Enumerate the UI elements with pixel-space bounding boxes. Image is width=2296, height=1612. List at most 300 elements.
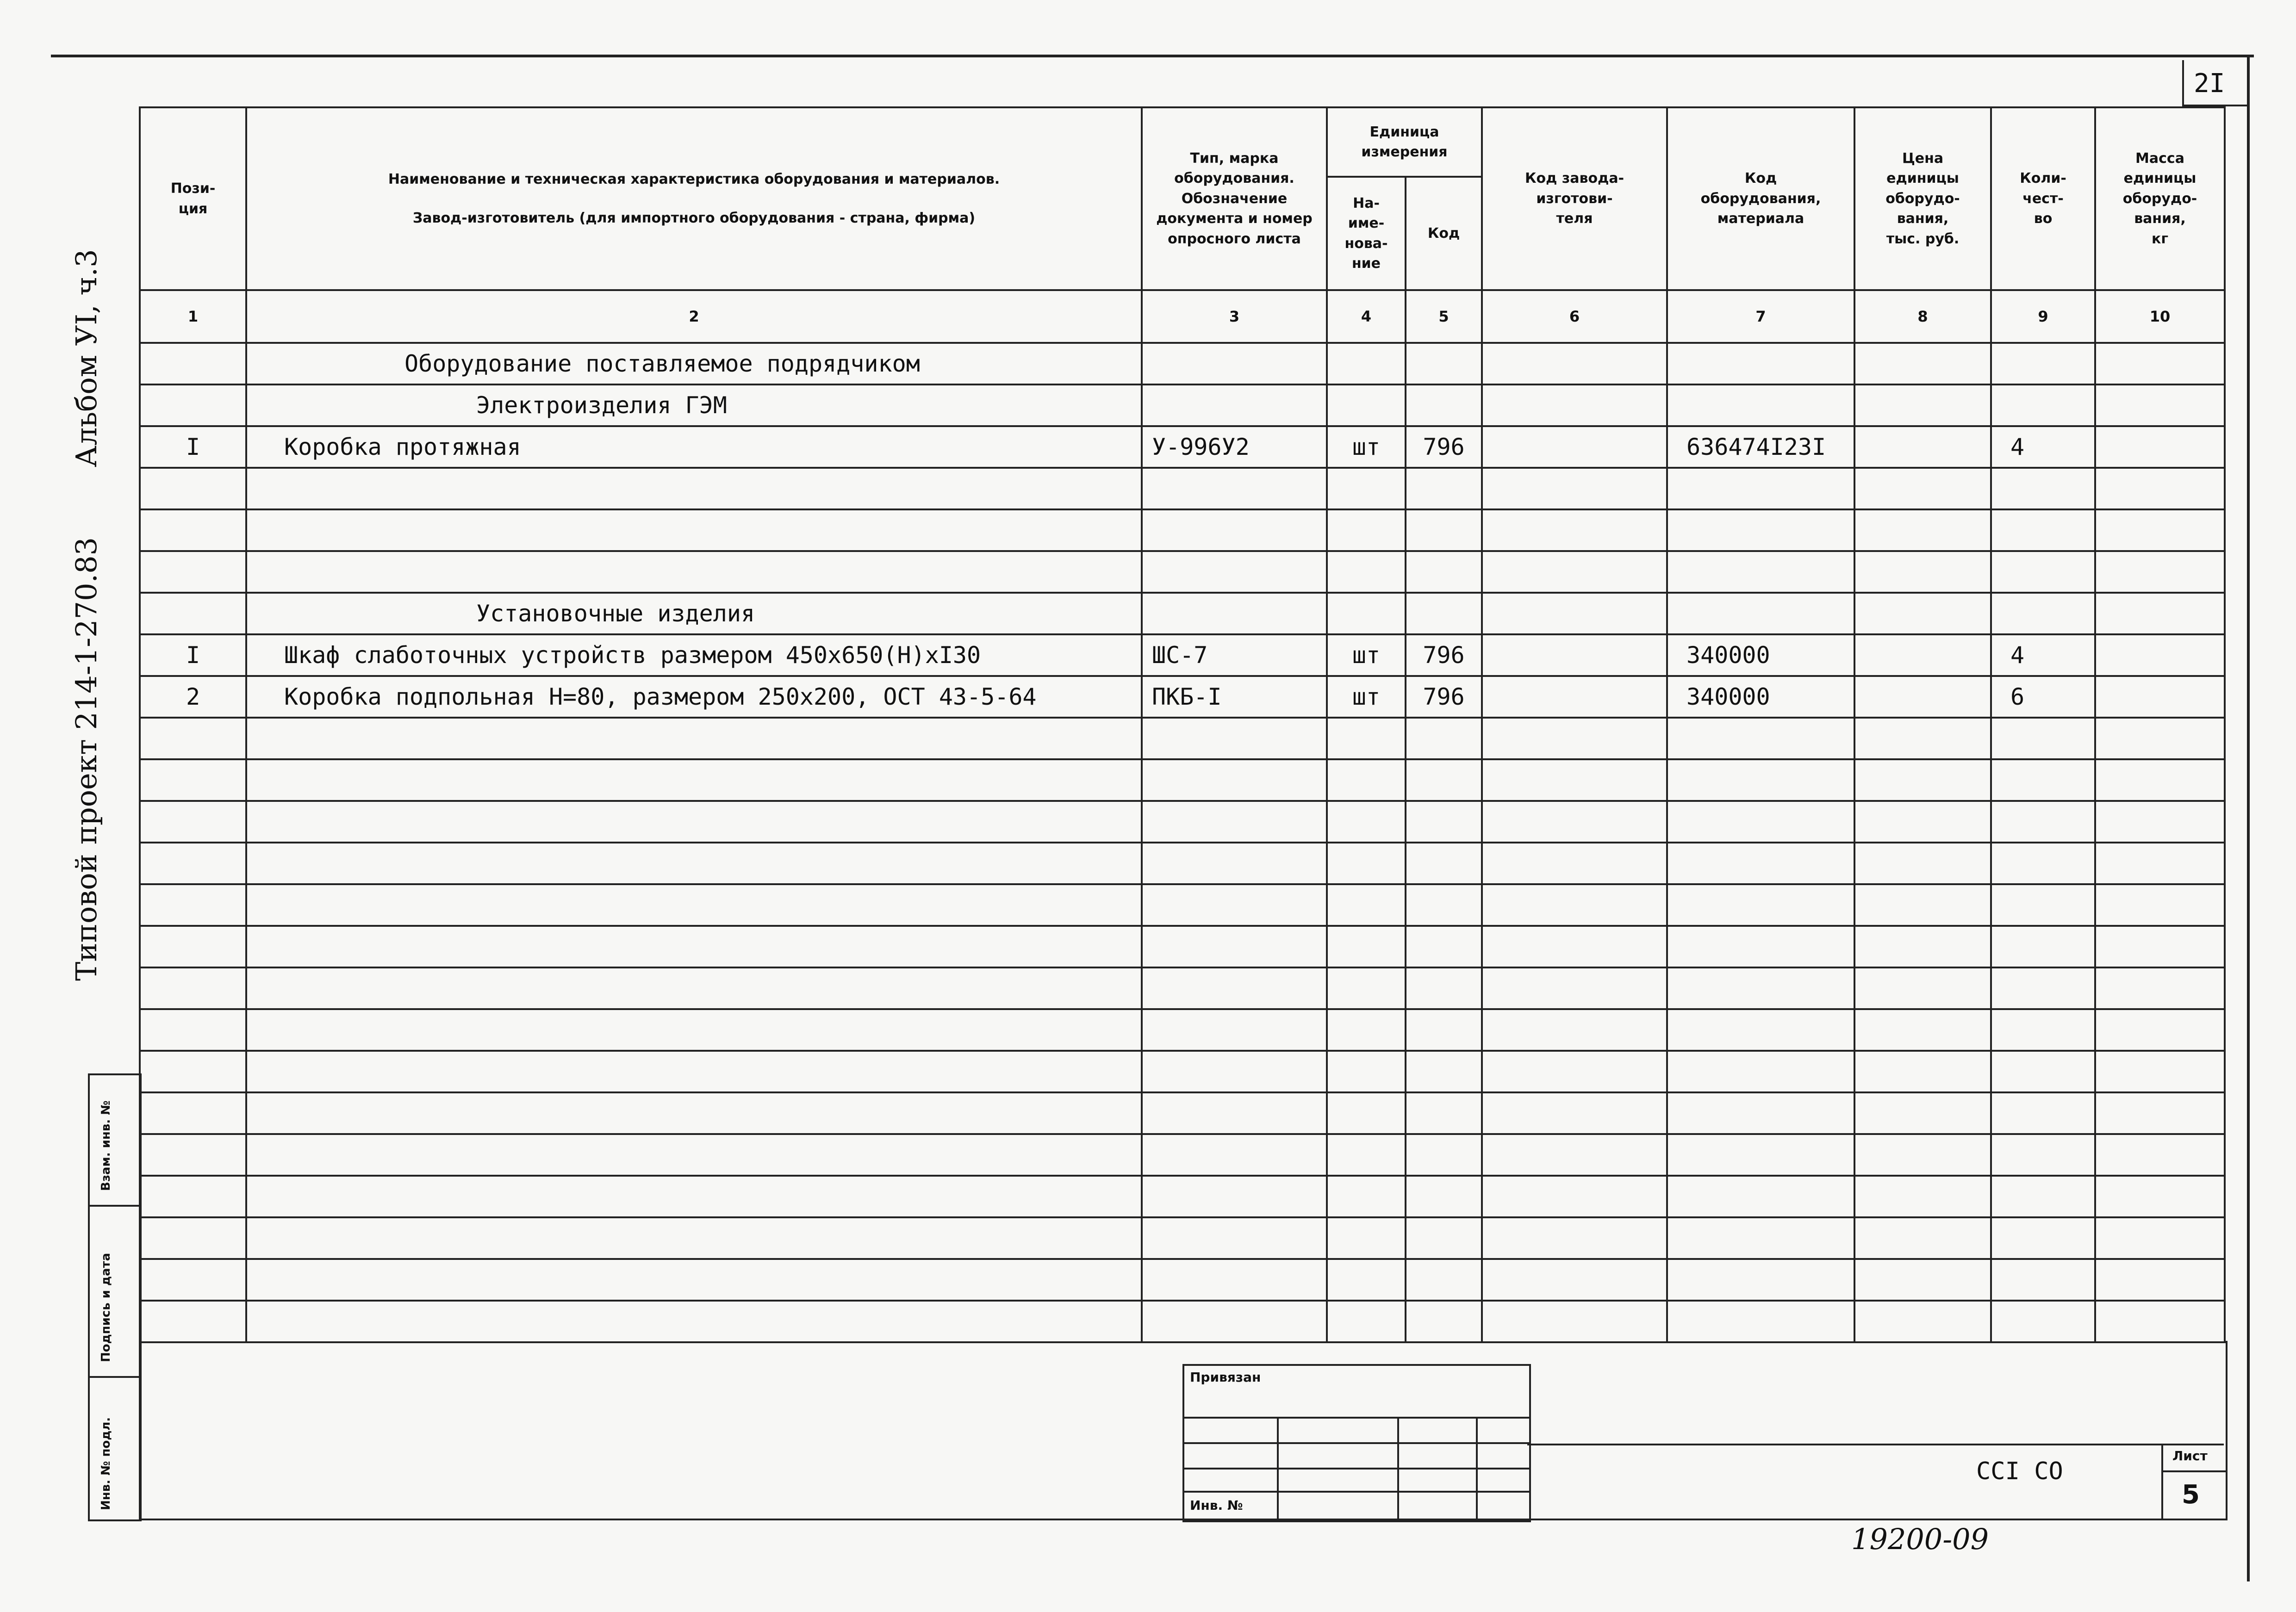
empty-cell	[1482, 801, 1667, 843]
empty-cell	[1142, 926, 1327, 967]
empty-cell	[1142, 468, 1327, 509]
empty-cell	[1482, 884, 1667, 926]
empty-cell	[1667, 884, 1854, 926]
empty-cell	[140, 843, 246, 884]
empty-cell	[1667, 1259, 1854, 1301]
empty-cell	[1406, 509, 1482, 551]
list-label: Лист	[2172, 1448, 2208, 1463]
subsection-row	[140, 593, 2225, 634]
empty-cell	[1991, 1301, 2095, 1342]
empty-cell	[1854, 1134, 1991, 1176]
stamp-vline	[1397, 1417, 1399, 1520]
empty-cell	[1482, 1217, 1667, 1259]
specification-table	[139, 106, 2226, 1343]
empty-cell	[2095, 801, 2225, 843]
empty-cell	[140, 759, 246, 801]
empty-cell	[246, 801, 1142, 843]
empty-cell	[1142, 1301, 1327, 1342]
empty-row	[140, 884, 2225, 926]
empty-cell	[246, 1134, 1142, 1176]
item-quantity: 6	[1991, 676, 2095, 718]
empty-cell	[140, 1176, 246, 1217]
empty-cell	[1667, 1134, 1854, 1176]
empty-cell	[1991, 843, 2095, 884]
empty-cell	[1667, 551, 1854, 593]
header-mass: Масса единицы оборудо- вания, кг	[2095, 107, 2225, 290]
section-row	[140, 343, 2225, 384]
empty-cell	[2095, 593, 2225, 634]
frame-right-line	[2247, 55, 2250, 1581]
section-row-title: Оборудование поставляемое подрядчиком	[246, 343, 1142, 384]
empty-cell	[246, 468, 1142, 509]
empty-cell	[1142, 509, 1327, 551]
empty-cell	[1667, 468, 1854, 509]
empty-cell	[2095, 343, 2225, 384]
empty-row	[140, 509, 2225, 551]
empty-cell	[1991, 384, 2095, 426]
empty-cell	[1991, 801, 2095, 843]
empty-cell	[1854, 843, 1991, 884]
empty-cell	[1667, 759, 1854, 801]
empty-row	[140, 1134, 2225, 1176]
empty-cell	[1667, 1217, 1854, 1259]
empty-cell	[1327, 384, 1406, 426]
item-position: I	[140, 426, 246, 468]
column-number: 10	[2095, 290, 2225, 343]
empty-cell	[1482, 384, 1667, 426]
stamp-divider	[90, 1205, 140, 1207]
empty-cell	[1482, 593, 1667, 634]
header-unit-name: На- име- нова- ние	[1327, 177, 1406, 290]
empty-cell	[1142, 1259, 1327, 1301]
empty-cell	[2095, 384, 2225, 426]
header-type: Тип, марка оборудования. Обозначение документа и номер опросного листа	[1142, 107, 1327, 290]
empty-cell	[1991, 468, 2095, 509]
empty-cell	[1406, 1051, 1482, 1092]
empty-cell	[1327, 1051, 1406, 1092]
empty-row	[140, 1259, 2225, 1301]
empty-cell	[2095, 1301, 2225, 1342]
empty-cell	[1327, 1134, 1406, 1176]
empty-cell	[1667, 718, 1854, 759]
empty-row	[140, 801, 2225, 843]
empty-cell	[1991, 593, 2095, 634]
item-unit-code: 796	[1406, 426, 1482, 468]
empty-cell	[1854, 384, 1991, 426]
empty-cell	[1854, 468, 1991, 509]
empty-cell	[246, 1176, 1142, 1217]
empty-cell	[1482, 1259, 1667, 1301]
empty-cell	[1991, 718, 2095, 759]
empty-cell	[1327, 551, 1406, 593]
empty-cell	[1406, 926, 1482, 967]
empty-cell	[246, 1259, 1142, 1301]
empty-cell	[140, 509, 246, 551]
empty-cell	[1142, 1092, 1327, 1134]
empty-cell	[1327, 343, 1406, 384]
header-quantity: Коли- чест- во	[1991, 107, 2095, 290]
empty-cell	[1327, 884, 1406, 926]
sheet-list-box	[2161, 1444, 2226, 1519]
album-label: Альбом УI, ч.3	[69, 249, 103, 467]
header-price: Цена единицы оборудо- вания, тыс. руб.	[1854, 107, 1991, 290]
header-factory-code: Код завода- изготови- теля	[1482, 107, 1667, 290]
empty-cell	[2095, 1134, 2225, 1176]
empty-cell	[140, 468, 246, 509]
stamp-divider	[90, 1376, 140, 1378]
empty-cell	[140, 718, 246, 759]
empty-cell	[1667, 1009, 1854, 1051]
empty-cell	[246, 1092, 1142, 1134]
empty-cell	[1482, 1051, 1667, 1092]
item-equipment-code: 340000	[1667, 676, 1854, 718]
empty-cell	[246, 1301, 1142, 1342]
empty-cell	[1142, 759, 1327, 801]
empty-cell	[2095, 967, 2225, 1009]
empty-cell	[1482, 1301, 1667, 1342]
empty-cell	[1482, 1134, 1667, 1176]
empty-cell	[1142, 1176, 1327, 1217]
empty-cell	[1327, 801, 1406, 843]
empty-cell	[1667, 384, 1854, 426]
empty-cell	[1327, 1301, 1406, 1342]
empty-cell	[1854, 1259, 1991, 1301]
empty-cell	[1667, 843, 1854, 884]
footer-code: 19200-09	[1851, 1522, 1989, 1556]
column-number: 9	[1991, 290, 2095, 343]
empty-cell	[1482, 759, 1667, 801]
empty-cell	[1327, 718, 1406, 759]
empty-cell	[140, 1092, 246, 1134]
empty-cell	[246, 843, 1142, 884]
empty-cell	[140, 926, 246, 967]
empty-cell	[1854, 1176, 1991, 1217]
list-number: 5	[2182, 1480, 2200, 1510]
empty-cell	[1854, 884, 1991, 926]
subsection-row	[140, 384, 2225, 426]
empty-row	[140, 1009, 2225, 1051]
empty-cell	[1142, 1009, 1327, 1051]
empty-cell	[1327, 1217, 1406, 1259]
attachment-stamp	[1182, 1364, 1531, 1522]
empty-cell	[1142, 801, 1327, 843]
empty-cell	[2095, 551, 2225, 593]
empty-cell	[1854, 1051, 1991, 1092]
empty-cell	[1327, 468, 1406, 509]
inv-number-label: Инв. №	[1190, 1498, 1243, 1513]
item-position: 2	[140, 676, 246, 718]
header-equipment-code: Код оборудования, материала	[1667, 107, 1854, 290]
empty-cell	[1991, 1259, 2095, 1301]
empty-cell	[1406, 884, 1482, 926]
empty-cell	[2095, 1259, 2225, 1301]
empty-cell	[1142, 1134, 1327, 1176]
stamp-sign-date: Подпись и дата	[99, 1252, 113, 1362]
item-name: Коробка протяжная	[246, 426, 1142, 468]
empty-cell	[1406, 1259, 1482, 1301]
frame-top-line	[51, 55, 2254, 57]
attached-label: Привязан	[1190, 1370, 1261, 1385]
empty-cell	[1991, 1176, 2095, 1217]
sheet-number: 2I	[2194, 68, 2225, 99]
item-row	[140, 634, 2225, 676]
empty-cell	[1991, 509, 2095, 551]
empty-row	[140, 1051, 2225, 1092]
empty-cell	[1327, 926, 1406, 967]
empty-cell	[140, 1134, 246, 1176]
empty-cell	[1991, 926, 2095, 967]
header-name-line2: Завод-изготовитель (для импортного оборудования - страна, фирма)	[412, 210, 976, 226]
empty-cell	[1142, 843, 1327, 884]
empty-cell	[1482, 843, 1667, 884]
project-label: Типовой проект 214-1-270.83	[69, 537, 103, 981]
empty-cell	[140, 593, 246, 634]
header-unit-code: Код	[1406, 177, 1482, 290]
empty-cell	[1327, 967, 1406, 1009]
empty-cell	[1667, 509, 1854, 551]
empty-cell	[1142, 1051, 1327, 1092]
empty-cell	[1406, 843, 1482, 884]
empty-cell	[1406, 967, 1482, 1009]
subsection-row-title: Установочные изделия	[246, 593, 1142, 634]
empty-cell	[1991, 1134, 2095, 1176]
item-unit: шт	[1327, 634, 1406, 676]
empty-cell	[1327, 843, 1406, 884]
empty-row	[140, 1092, 2225, 1134]
empty-cell	[140, 343, 246, 384]
empty-cell	[140, 1009, 246, 1051]
empty-cell	[1406, 718, 1482, 759]
empty-cell	[1142, 343, 1327, 384]
item-equipment-code: 340000	[1667, 634, 1854, 676]
empty-row	[140, 926, 2225, 967]
empty-cell	[246, 1009, 1142, 1051]
empty-cell	[140, 884, 246, 926]
empty-cell	[140, 967, 246, 1009]
empty-cell	[246, 718, 1142, 759]
empty-cell	[1482, 718, 1667, 759]
empty-cell	[1406, 1217, 1482, 1259]
empty-cell	[1991, 967, 2095, 1009]
item-price	[1854, 676, 1991, 718]
empty-cell	[1406, 1009, 1482, 1051]
empty-cell	[1991, 551, 2095, 593]
empty-cell	[1142, 593, 1327, 634]
title-block-line	[1527, 1444, 2224, 1445]
empty-cell	[1991, 1051, 2095, 1092]
empty-cell	[2095, 1009, 2225, 1051]
item-row	[140, 676, 2225, 718]
empty-cell	[2095, 759, 2225, 801]
empty-cell	[1406, 801, 1482, 843]
header-unit: Единица измерения	[1327, 107, 1482, 177]
item-equipment-code: 636474I23I	[1667, 426, 1854, 468]
empty-cell	[1667, 801, 1854, 843]
subsection-row-title: Электроизделия ГЭМ	[246, 384, 1142, 426]
empty-cell	[1327, 1259, 1406, 1301]
empty-cell	[1406, 1176, 1482, 1217]
column-numbers-row	[140, 290, 2225, 343]
empty-cell	[1854, 1092, 1991, 1134]
empty-cell	[1482, 343, 1667, 384]
empty-cell	[246, 1217, 1142, 1259]
item-type: У-996У2	[1142, 426, 1327, 468]
empty-cell	[1667, 967, 1854, 1009]
empty-cell	[1854, 343, 1991, 384]
empty-cell	[1406, 1301, 1482, 1342]
empty-cell	[1854, 759, 1991, 801]
empty-cell	[1327, 1092, 1406, 1134]
empty-cell	[1482, 967, 1667, 1009]
approval-stamp-column	[88, 1073, 142, 1521]
empty-cell	[1406, 1092, 1482, 1134]
empty-cell	[1482, 509, 1667, 551]
empty-cell	[140, 1301, 246, 1342]
empty-cell	[1327, 1009, 1406, 1051]
empty-cell	[1854, 967, 1991, 1009]
empty-cell	[1406, 1134, 1482, 1176]
empty-cell	[1991, 759, 2095, 801]
item-type: ПКБ-I	[1142, 676, 1327, 718]
empty-row	[140, 468, 2225, 509]
empty-cell	[1854, 801, 1991, 843]
stamp-vline	[1476, 1417, 1478, 1520]
empty-cell	[140, 1051, 246, 1092]
empty-cell	[246, 967, 1142, 1009]
item-price	[1854, 634, 1991, 676]
column-number: 7	[1667, 290, 1854, 343]
item-mass	[2095, 426, 2225, 468]
empty-cell	[1667, 593, 1854, 634]
empty-cell	[1854, 509, 1991, 551]
empty-cell	[2095, 1051, 2225, 1092]
empty-cell	[246, 926, 1142, 967]
empty-cell	[1142, 1217, 1327, 1259]
empty-cell	[1991, 1092, 2095, 1134]
empty-cell	[140, 1259, 246, 1301]
empty-cell	[1142, 384, 1327, 426]
item-unit-code: 796	[1406, 634, 1482, 676]
empty-cell	[2095, 884, 2225, 926]
empty-cell	[1482, 1092, 1667, 1134]
empty-cell	[1482, 926, 1667, 967]
empty-cell	[1142, 967, 1327, 1009]
empty-cell	[1991, 343, 2095, 384]
item-quantity: 4	[1991, 426, 2095, 468]
empty-row	[140, 1301, 2225, 1342]
empty-cell	[140, 551, 246, 593]
empty-cell	[1667, 1092, 1854, 1134]
empty-cell	[2095, 1217, 2225, 1259]
empty-row	[140, 967, 2225, 1009]
empty-cell	[2095, 1176, 2225, 1217]
empty-cell	[140, 384, 246, 426]
empty-cell	[1991, 884, 2095, 926]
item-type: ШС-7	[1142, 634, 1327, 676]
empty-cell	[1142, 551, 1327, 593]
empty-cell	[1667, 343, 1854, 384]
empty-cell	[246, 759, 1142, 801]
column-number: 1	[140, 290, 246, 343]
empty-row	[140, 1176, 2225, 1217]
empty-cell	[1406, 593, 1482, 634]
header-name-line1: Наименование и техническая характеристика оборудования и материалов.	[388, 171, 1000, 187]
empty-row	[140, 551, 2225, 593]
column-number: 6	[1482, 290, 1667, 343]
list-divider	[2163, 1470, 2226, 1472]
empty-cell	[1854, 1301, 1991, 1342]
empty-cell	[246, 1051, 1142, 1092]
empty-cell	[140, 1217, 246, 1259]
item-quantity: 4	[1991, 634, 2095, 676]
stamp-vline	[1277, 1417, 1279, 1520]
empty-cell	[1406, 384, 1482, 426]
empty-cell	[1327, 593, 1406, 634]
header-position: Пози- ция	[140, 107, 246, 290]
empty-cell	[1991, 1217, 2095, 1259]
item-mass	[2095, 676, 2225, 718]
empty-cell	[1327, 509, 1406, 551]
item-factory-code	[1482, 426, 1667, 468]
column-number: 3	[1142, 290, 1327, 343]
empty-cell	[246, 551, 1142, 593]
empty-cell	[1667, 926, 1854, 967]
column-number: 5	[1406, 290, 1482, 343]
empty-row	[140, 843, 2225, 884]
item-unit: шт	[1327, 426, 1406, 468]
item-factory-code	[1482, 676, 1667, 718]
stamp-inv-replace: Взам. инв. №	[99, 1100, 113, 1191]
empty-cell	[1142, 718, 1327, 759]
empty-cell	[2095, 509, 2225, 551]
item-mass	[2095, 634, 2225, 676]
document-code: ССI СО	[1976, 1457, 2063, 1485]
empty-cell	[2095, 926, 2225, 967]
item-unit-code: 796	[1406, 676, 1482, 718]
empty-row	[140, 759, 2225, 801]
empty-cell	[1667, 1301, 1854, 1342]
empty-cell	[1854, 926, 1991, 967]
empty-cell	[1482, 468, 1667, 509]
empty-cell	[1482, 551, 1667, 593]
empty-cell	[1667, 1051, 1854, 1092]
empty-cell	[1854, 593, 1991, 634]
empty-cell	[1142, 884, 1327, 926]
empty-cell	[2095, 1092, 2225, 1134]
header-name	[246, 107, 1142, 290]
empty-cell	[1482, 1176, 1667, 1217]
empty-cell	[1854, 1009, 1991, 1051]
empty-cell	[1406, 551, 1482, 593]
empty-cell	[1327, 759, 1406, 801]
item-factory-code	[1482, 634, 1667, 676]
empty-cell	[1327, 1176, 1406, 1217]
empty-cell	[1854, 718, 1991, 759]
empty-cell	[1854, 551, 1991, 593]
empty-cell	[1991, 1009, 2095, 1051]
empty-cell	[246, 884, 1142, 926]
empty-cell	[2095, 468, 2225, 509]
header-row	[140, 107, 2225, 177]
item-row	[140, 426, 2225, 468]
item-position: I	[140, 634, 246, 676]
empty-row	[140, 718, 2225, 759]
empty-cell	[1854, 1217, 1991, 1259]
item-name: Коробка подпольная Н=80, размером 250х200, ОСТ 43-5-64	[246, 676, 1142, 718]
empty-cell	[2095, 843, 2225, 884]
empty-cell	[2095, 718, 2225, 759]
empty-cell	[140, 801, 246, 843]
